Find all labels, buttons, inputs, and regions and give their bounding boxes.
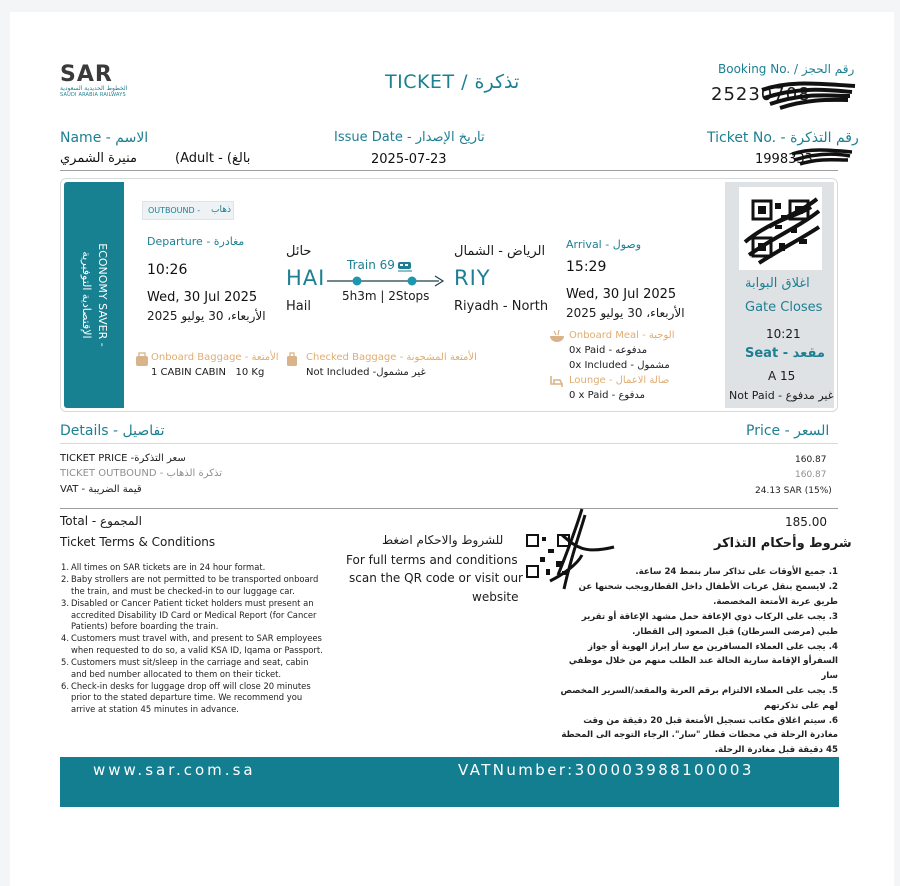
arrival-label: Arrival - وصول bbox=[566, 238, 642, 251]
origin-ar: حائل bbox=[286, 244, 312, 259]
qr-note-en-3: website bbox=[472, 590, 519, 604]
ticket-no-value: 1998333 bbox=[755, 152, 813, 167]
term-en-5: 5. Customers must sit/sleep in the carriage and seat, cabin and bed number allocated to them on their ticket. bbox=[61, 657, 309, 679]
price-label: Price - السعر bbox=[746, 423, 830, 439]
arrival-date-ar: الأربعاء، 30 يوليو 2025 bbox=[566, 306, 685, 320]
destination-code: RIY bbox=[454, 266, 491, 290]
footer-bar bbox=[60, 757, 839, 807]
term-en-3: 3. Disabled or Cancer Patient ticket holders must present an accredited Disability ID Card or Medical Report (for Cancer Patients) before boarding the train. bbox=[61, 598, 317, 632]
lounge-value: 0 x Paid - مدفوع bbox=[569, 390, 645, 401]
terms-list-ar bbox=[560, 565, 838, 758]
name-label: Name - الاسم bbox=[60, 130, 149, 146]
booking-number: 25230708 bbox=[711, 84, 811, 105]
logo-brand: SAR bbox=[60, 62, 113, 87]
suitcase-icon bbox=[135, 352, 149, 367]
logo-english: SAUDI ARABIA RAILWAYS bbox=[60, 92, 126, 98]
class-strip-text bbox=[78, 190, 110, 400]
details-label: Details - تفاصيل bbox=[60, 423, 165, 439]
redaction-scribble bbox=[790, 146, 856, 168]
meal-paid: 0x Paid - مدفوعه bbox=[569, 345, 648, 356]
term-ar-6: 6. سيتم اغلاق مكاتب تسجيل الأمتعة قبل 20 دقيقة من وقت مغادرة الرحلة في محطات قطار "سار". الرجاء التوجه الى المحطة 45 دقيقة قبل مغادرة الرحلة. bbox=[561, 716, 838, 755]
checked-baggage-value: Not Included -غير مشمول bbox=[306, 367, 426, 378]
issue-date-label: Issue Date - تاريخ الإصدار bbox=[334, 130, 485, 145]
footer-website[interactable]: www.sar.com.sa bbox=[93, 761, 256, 779]
origin-en: Hail bbox=[286, 299, 311, 314]
arrival-date-en: Wed, 30 Jul 2025 bbox=[566, 287, 677, 302]
departure-time: 10:26 bbox=[147, 262, 188, 278]
ticket-outbound-label: TICKET OUTBOUND - تذكرة الذهاب bbox=[60, 468, 223, 479]
term-ar-5: 5. يجب على العملاء الالتزام برقم العربة والمقعد/السرير المخصص لهم على تذكرتهم bbox=[560, 686, 838, 711]
arrival-time: 15:29 bbox=[566, 259, 607, 275]
ticket-price-value: 160.87 bbox=[795, 455, 827, 465]
vat-label: VAT - قيمة الضريبة bbox=[60, 484, 142, 495]
checked-baggage-label: Checked Baggage - الأمتعة المشحونة bbox=[306, 352, 477, 363]
gate-closes-ar: اغلاق البوابة bbox=[745, 276, 810, 291]
departure-date-en: Wed, 30 Jul 2025 bbox=[147, 290, 258, 305]
ticket-no-label: Ticket No. - رقم التذكرة bbox=[707, 130, 859, 146]
total-value: 185.00 bbox=[785, 515, 827, 529]
origin-code: HAI bbox=[286, 266, 326, 290]
direction-ar: ذهاب bbox=[211, 205, 231, 215]
terms-title-ar: شروط وأحكام التذاكر bbox=[714, 536, 852, 551]
sar-logo bbox=[60, 62, 127, 98]
destination-en: Riyadh - North bbox=[454, 299, 549, 314]
train-icon bbox=[397, 260, 413, 272]
booking-label: Booking No. / رقم الحجز bbox=[718, 62, 855, 76]
qr-pattern bbox=[739, 187, 822, 270]
train-number: Train 69 bbox=[347, 258, 395, 272]
divider bbox=[60, 170, 838, 171]
passenger-type: (Adult - (بالغ bbox=[175, 151, 251, 166]
qr-note-en-1: For full terms and conditions bbox=[346, 553, 518, 567]
direction-en: OUTBOUND - bbox=[148, 206, 201, 215]
logo-arabic: الخطوط الحديدية السعودية bbox=[60, 85, 128, 92]
term-en-1: 1. All times on SAR tickets are in 24 hour format. bbox=[61, 562, 266, 572]
duration-stops: 5h3m | 2Stops bbox=[342, 289, 430, 303]
term-ar-3: 3. يجب على الركاب ذوي الإعاقة حمل مشهد الإعاقة أو تقرير طبي (مرضى السرطان) قبل الصعود إلى القطار. bbox=[581, 612, 838, 637]
divider bbox=[60, 443, 838, 444]
class-arabic: الإقتصادية التوفيرية bbox=[80, 251, 93, 339]
departure-date-ar: الأربعاء، 30 يوليو 2025 bbox=[147, 309, 266, 323]
class-english: ECONOMY SAVER - bbox=[96, 243, 109, 347]
lounge-label: Lounge - صالة الاعمال bbox=[569, 375, 670, 386]
term-en-4: 4. Customers must travel with, and present to SAR employees when requested to do so, a valid KSA ID, Iqama or Passport. bbox=[61, 633, 323, 655]
terms-title-en: Ticket Terms & Conditions bbox=[60, 535, 216, 549]
qr-note-ar: للشروط والاحكام اضغط bbox=[382, 533, 504, 547]
lounge-icon bbox=[548, 374, 566, 388]
total-label: Total - المجموع bbox=[60, 514, 142, 528]
term-en-6: 6. Check-in desks for luggage drop off will close 20 minutes prior to the stated departure time. We recommend you arrive at station 45 minutes in advance. bbox=[61, 681, 311, 714]
ticket-qr-code bbox=[739, 187, 822, 270]
ticket-outbound-value: 160.87 bbox=[795, 470, 827, 480]
redaction-scribble bbox=[760, 78, 860, 112]
gate-closes-en: Gate Closes bbox=[745, 300, 823, 315]
seat-value: A 15 bbox=[768, 369, 796, 383]
meal-icon bbox=[548, 329, 566, 343]
route-line bbox=[323, 273, 447, 289]
term-ar-2: 2. لايسمح بنقل عربات الأطفال داخل القطارويجب شحنها عن طريق عربة الأمتعة المخصصة. bbox=[578, 582, 838, 607]
ticket-price-label: TICKET PRICE -سعر التذكرة bbox=[60, 453, 186, 464]
term-en-2: 2. Baby strollers are not permitted to be transported onboard the train, and must be checked-in to our luggage car. bbox=[61, 574, 319, 596]
meal-included: 0x Included - مشمول bbox=[569, 360, 670, 371]
terms-list-en bbox=[61, 562, 323, 716]
vat-value: 24.13 SAR (15%) bbox=[755, 486, 832, 496]
seat-payment-status: Not Paid - غير مدفوع bbox=[729, 389, 834, 402]
term-ar-4: 4. يجب على العملاء المسافرين مع سار إبراز الهوية أو جواز السفرأو الإقامة سارية الحالة عند الطلب منهم من خلال موظفي سار bbox=[568, 642, 838, 681]
qr-note-en-2: scan the QR code or visit our bbox=[349, 571, 523, 585]
term-ar-1: 1. جميع الأوقات على تذاكر سار بنمط 24 ساعة. bbox=[635, 567, 838, 577]
footer-vat-number: VATNumber:300003988100003 bbox=[458, 761, 754, 779]
meal-label: Onboard Meal - الوجبة bbox=[569, 330, 675, 341]
name-value: منيرة الشمري bbox=[60, 151, 137, 166]
luggage-icon bbox=[285, 352, 299, 367]
page-title: TICKET / تذكرة bbox=[385, 71, 520, 93]
departure-label: Departure - مغادرة bbox=[147, 235, 245, 248]
divider bbox=[60, 508, 838, 509]
onboard-baggage-value: 1 CABIN CABIN 10 Kg bbox=[151, 367, 265, 378]
seat-label: Seat - مقعد bbox=[745, 346, 825, 361]
onboard-baggage-label: Onboard Baggage - الأمتعة bbox=[151, 352, 279, 363]
issue-date-value: 2025-07-23 bbox=[371, 152, 447, 167]
destination-ar: الرياض - الشمال bbox=[454, 244, 546, 259]
direction-badge bbox=[142, 201, 234, 220]
gate-closes-time: 10:21 bbox=[766, 327, 801, 341]
